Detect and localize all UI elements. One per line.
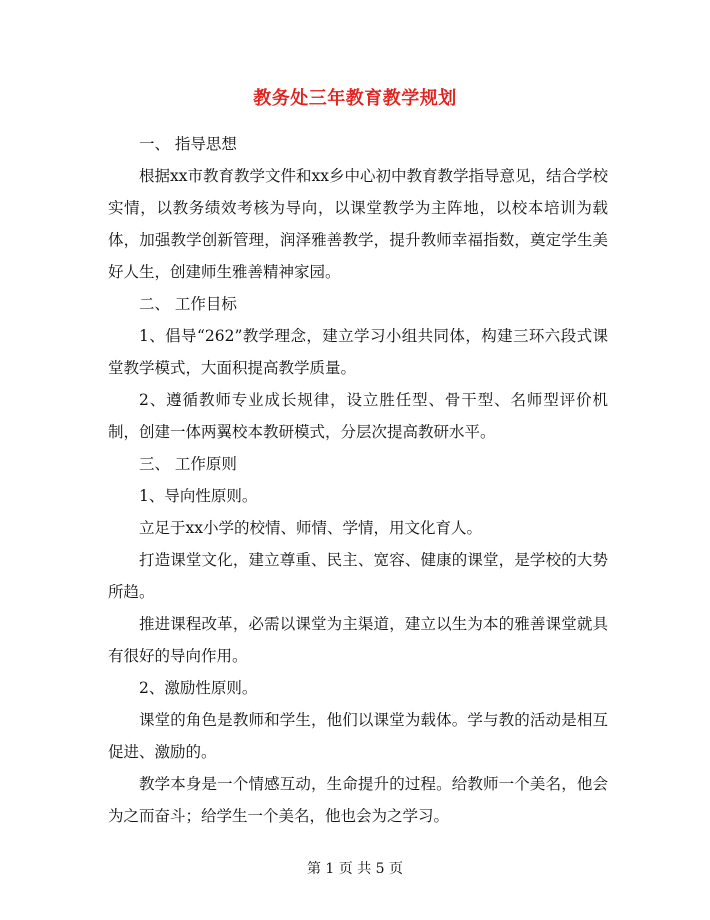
section-heading: 三、 工作原则 [139,455,237,473]
section-heading: 二、 工作目标 [139,295,237,313]
paragraph: 推进课程改革，必需以课堂为主渠道，建立以生为本的雅善课堂就具有很好的导向作用。 [108,615,608,665]
document-title: 教务处三年教育教学规划 [253,88,457,109]
paragraph: 教学本身是一个情感互动，生命提升的过程。给教师一个美名，他会为之而奋斗；给学生一个美名，他也会为之学习。 [108,775,608,825]
paragraph: 1、导向性原则。 [139,487,258,505]
document-body [108,128,608,832]
paragraph: 打造课堂文化，建立尊重、民主、宽容、健康的课堂，是学校的大势所趋。 [108,551,608,601]
paragraph: 立足于xx小学的校情、师情、学情，用文化育人。 [139,519,482,537]
paragraph: 2、遵循教师专业成长规律，设立胜任型、骨干型、名师型评价机制，创建一体两翼校本教研模式，分层次提高教研水平。 [108,391,608,441]
section-heading: 一、 指导思想 [139,135,237,153]
paragraph: 2、激励性原则。 [139,679,258,697]
paragraph: 课堂的角色是教师和学生，他们以课堂为载体。学与教的活动是相互促进、激励的。 [108,711,608,761]
paragraph: 1、倡导“262”教学理念，建立学习小组共同体，构建三环六段式课堂教学模式，大面积提高教学质量。 [108,327,608,377]
paragraph: 根据xx市教育教学文件和xx乡中心初中教育教学指导意见，结合学校实情，以教务绩效考核为导向，以课堂教学为主阵地，以校本培训为载体，加强教学创新管理，润泽雅善教学，提升教师幸福指数，奠定学生美好人生，创建师生雅善精神家园。 [108,167,608,281]
page-footer: 第 1 页 共 5 页 [306,861,404,877]
